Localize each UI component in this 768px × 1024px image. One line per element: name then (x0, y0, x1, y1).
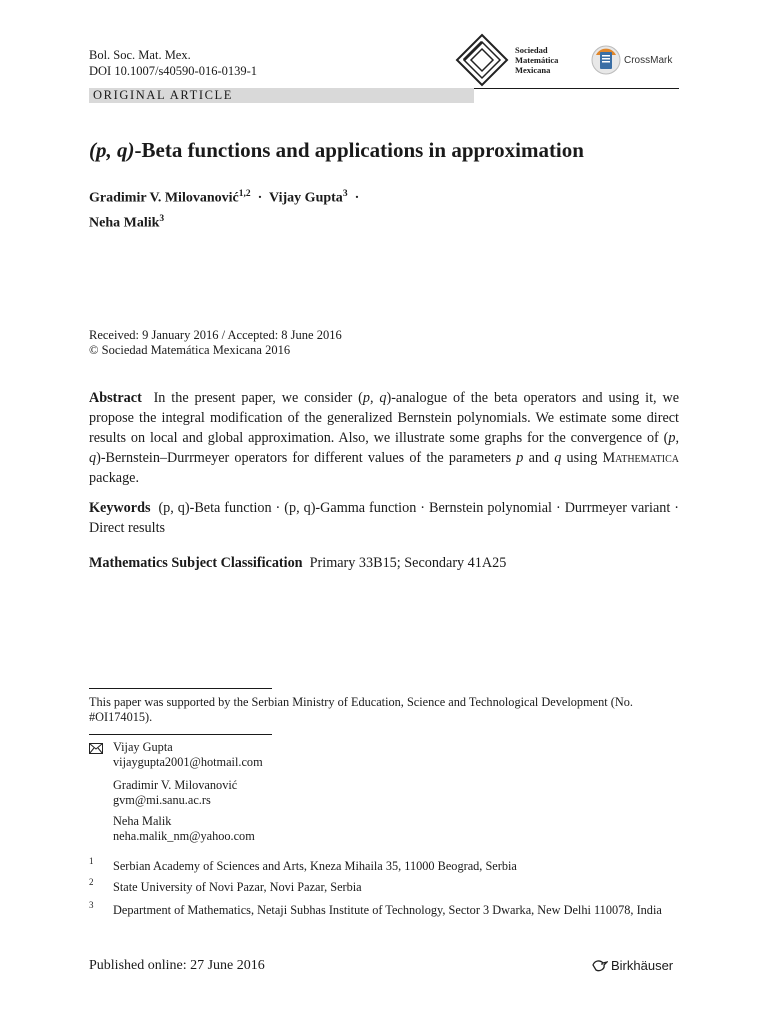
section-label: ORIGINAL ARTICLE (93, 88, 233, 102)
abstract: Abstract In the present paper, we consider (p, q)-analogue of the beta operators and using it, we propose the integral modification of the generalized Bernstein polynomials. We estimate some direct results on local and global approximation. Also, we illustrate some graphs for the convergence of (p, q)-Bernstein–Durrmeyer operators for different values of the parameters p and q using Mathematica package. (89, 390, 679, 486)
crossmark-link[interactable] (591, 44, 672, 76)
msc-label: Mathematics Subject Classification (89, 555, 303, 571)
publisher-name: Birkhäuser (611, 958, 674, 973)
society-logo (455, 33, 558, 87)
keywords-label: Keywords (89, 500, 151, 516)
published-online: Published online: 27 June 2016 (89, 958, 265, 973)
author-3: Neha Malik (89, 215, 160, 231)
article-dates (89, 328, 342, 358)
society-logo-text: Sociedad Matemática Mexicana (515, 45, 559, 75)
received-accepted: Received: 9 January 2016 / Accepted: 8 June 2016 (89, 328, 342, 342)
contact-1: Vijay Gupta vijaygupta2001@hotmail.com (113, 740, 263, 769)
birkhauser-icon (592, 959, 608, 973)
journal-name: Bol. Soc. Mat. Mex. (89, 48, 191, 62)
crossmark-icon (591, 44, 621, 76)
contact-3: Neha Malik neha.malik_nm@yahoo.com (113, 814, 255, 843)
keywords: Keywords (p, q)-Beta function · (p, q)-Gamma function · Bernstein polynomial · Durrmeyer variant · Direct results (89, 500, 679, 536)
crossmark-label: CrossMark (624, 54, 673, 66)
email-link[interactable]: vijaygupta2001@hotmail.com (113, 755, 263, 769)
society-diamond-icon (455, 33, 509, 87)
funding-note: This paper was supported by the Serbian Ministry of Education, Science and Technological Development (No. #OI174015). (89, 695, 633, 724)
doi[interactable]: DOI 10.1007/s40590-016-0139-1 (89, 64, 258, 78)
envelope-icon (89, 741, 103, 759)
email-link[interactable]: neha.malik_nm@yahoo.com (113, 829, 255, 843)
contact-rule (89, 734, 272, 735)
contact-2: Gradimir V. Milovanović gvm@mi.sanu.ac.rs (113, 778, 238, 807)
email-link[interactable]: gvm@mi.sanu.ac.rs (113, 793, 211, 807)
paper-title: (p, q)-Beta functions and applications in approximation (89, 138, 584, 162)
footnote-rule (89, 688, 272, 689)
copyright: © Sociedad Matemática Mexicana 2016 (89, 343, 291, 357)
publisher-logo (592, 958, 673, 973)
msc: Mathematics Subject Classification Primary 33B15; Secondary 41A25 (89, 555, 507, 571)
author-1: Gradimir V. Milovanović (89, 190, 239, 206)
section-bar (89, 88, 474, 103)
author-list: Gradimir V. Milovanović$^{1,2}$ · Vijay Gupta$^3$ · Neha Malik$^3$ (89, 189, 360, 231)
abstract-label: Abstract (89, 390, 142, 406)
author-2: Vijay Gupta (269, 190, 343, 206)
